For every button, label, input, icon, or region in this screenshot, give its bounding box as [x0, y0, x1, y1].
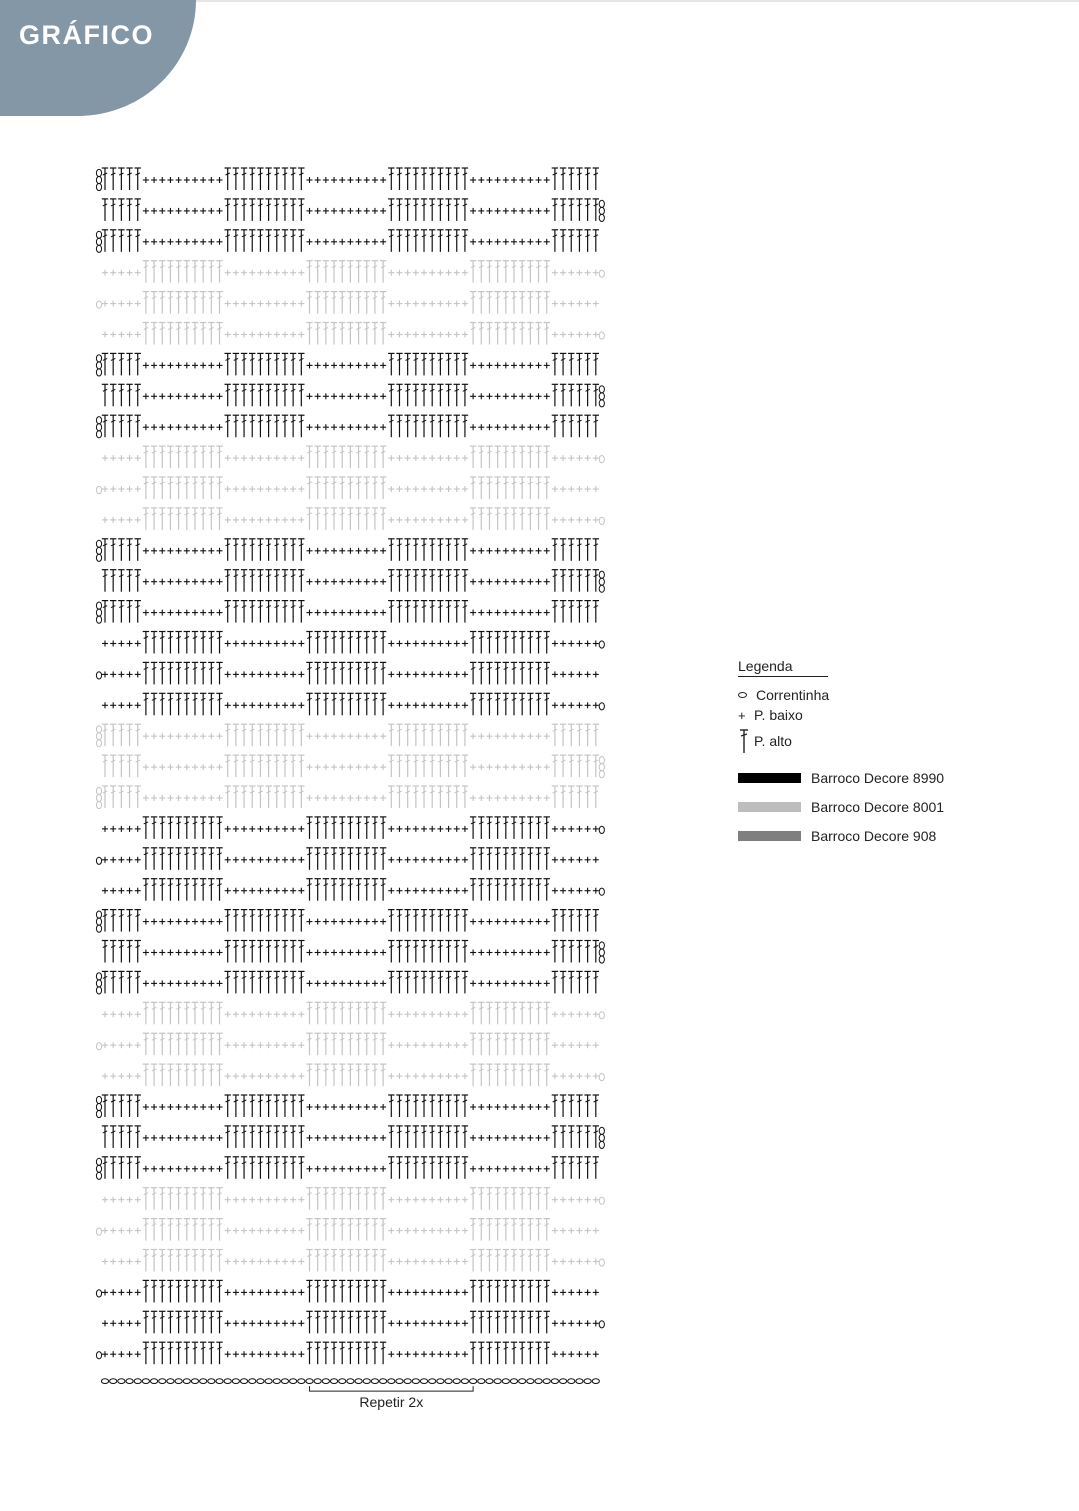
chain-stitch [96, 794, 101, 801]
chain-stitch [96, 911, 101, 918]
chain-stitch [599, 1134, 604, 1141]
chain-stitch [96, 362, 101, 369]
chain-stitch [96, 672, 101, 679]
chain-stitch [96, 554, 101, 561]
chain-stitch [96, 424, 101, 431]
chain-stitch [96, 183, 101, 190]
chain-stitch [96, 431, 101, 438]
chain-stitch [96, 369, 101, 376]
chain-stitch [599, 207, 604, 214]
chain-stitch [96, 973, 101, 980]
chain-stitch [599, 517, 604, 524]
chain-stitch [599, 757, 604, 764]
chain-stitch [599, 332, 604, 339]
chain-stitch [96, 1096, 101, 1103]
chain-stitch [599, 270, 604, 277]
page-title: GRÁFICO [19, 20, 154, 50]
chain-stitch [96, 1103, 101, 1110]
chain-stitch [96, 726, 101, 733]
chain-stitch [96, 169, 101, 176]
chain-stitch [96, 231, 101, 238]
chain-stitch [599, 1012, 604, 1019]
chain-stitch [96, 733, 101, 740]
chain-stitch [96, 238, 101, 245]
chain-stitch [96, 547, 101, 554]
chain-stitch [599, 200, 604, 207]
chain-stitch [599, 1074, 604, 1081]
chain-stitch [96, 801, 101, 808]
chain-stitch [96, 301, 101, 308]
chain-stitch [599, 571, 604, 578]
chain-stitch [599, 214, 604, 221]
chain-stitch [599, 641, 604, 648]
chain-stitch [599, 400, 604, 407]
chain-stitch [96, 616, 101, 623]
chain-stitch [599, 956, 604, 963]
chain-stitch [599, 386, 604, 393]
chain-stitch [96, 602, 101, 609]
chain-stitch [599, 826, 604, 833]
chain-stitch [96, 787, 101, 794]
chain-stitch [96, 486, 101, 493]
chain-stitch [599, 888, 604, 895]
chain-stitch [96, 540, 101, 547]
chain-stitch [599, 1141, 604, 1148]
chain-stitch [96, 918, 101, 925]
chain-stitch [96, 245, 101, 252]
chain-stitch [96, 176, 101, 183]
chain-stitch [96, 355, 101, 362]
chain-stitch [599, 578, 604, 585]
chain-stitch [599, 764, 604, 771]
chain-stitch [599, 1127, 604, 1134]
chain-stitch [96, 609, 101, 616]
chain-stitch [599, 456, 604, 463]
chain-stitch [96, 417, 101, 424]
chain-stitch [96, 1110, 101, 1117]
chain-stitch [96, 1043, 101, 1050]
chain-stitch [599, 585, 604, 592]
chain-stitch [599, 771, 604, 778]
chain-stitch [96, 925, 101, 932]
chain-stitch [599, 393, 604, 400]
chain-stitch [96, 987, 101, 994]
chain-stitch [96, 740, 101, 747]
chain-stitch [96, 980, 101, 987]
chain-stitch [599, 949, 604, 956]
chain-stitch [96, 857, 101, 864]
chain-stitch [599, 942, 604, 949]
chain-stitch [599, 703, 604, 710]
